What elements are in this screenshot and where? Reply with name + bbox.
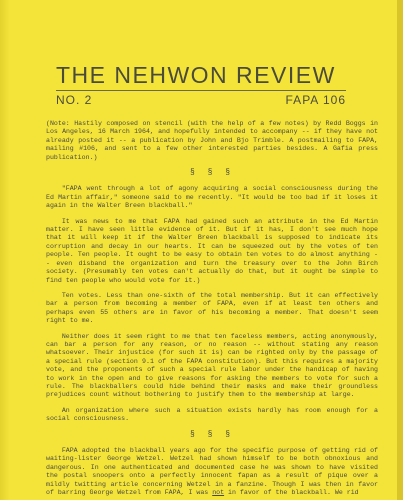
underlined-word: not xyxy=(212,489,225,497)
section-divider: § § § xyxy=(189,168,234,178)
issue-number: NO. 2 xyxy=(56,93,93,107)
section-divider-2: § § § xyxy=(189,429,234,439)
paragraph-4: Neither does it seem right to me that ten faceless members, acting anonymously, can bar a person for any reason, or no reason -- without stating any reason whatsoever. Their injustice (for such it is) can be righted only by the passage of a special rule (section 9.1 of the FAPA constitution). But this requires a majority vote, and the proponents of such a special rule labor under the handicap of having to work in the open and to give reasons for asking the members to vote for such a rule. The blackballers could hide behind their masks and make their groundless prejudices count without bothering to justify them to the membership at large. xyxy=(46,332,378,399)
paragraph-6-end: in favor of the blackball. We rid xyxy=(224,489,359,497)
paragraph-6 xyxy=(46,447,378,497)
paragraph-2: It was news to me that FAPA had gained such an attribute in the Ed Martin matter. I have seen little evidence of it. But if it has, I don't see much hope that it will keep it if the Walter Breen blackball is supposed to indicate its corruption and decay in our hearts. It can be squeezed out by the votes of ten people. Ten people. It ought to be easy to obtain ten votes to do almost anything -- even disband the organization and turn the treasury over to the John Birch society. (Presumably ten votes can't actually do that, but it ought be simple to find ten people who would vote for it.) xyxy=(46,217,378,284)
colophon-note: (Note: Hastily composed on stencil (with the help of a few notes) by Redd Boggs in Los Angeles, 16 March 1964, and hopefully intended to accompany -- if they have not already posted it -- a publication by John and Bjo Trimble. A postmailing to FAPA, mailing #106, and sent to a few other interested parties besides. A Gafia press publication.) xyxy=(46,120,378,161)
paragraph-5: An organization where such a situation exists hardly has room enough for a social consciousness. xyxy=(46,406,378,423)
paragraph-6-start: FAPA adopted the blackball years ago for the specific purpose of getting rid of waiting-lister George Wetzel. Wetzel had shown himself to be both obnoxious and dangerous. In one authenticated and documented case he was shown to have visited the postal snoopers onto a perfectly innocent fapan as a result of pique over a mildly twitting article concerning Wetzel in a fanzine. Though I was then in favor of barring George Wetzel from FAPA, I was xyxy=(46,447,378,497)
article-body xyxy=(46,120,378,500)
paragraph-3: Ten votes. Less than one-sixth of the total membership. But it can effectively bar a person from becoming a member of FAPA, even if at least ten others and perhaps even 55 others are in favor of his becoming a member. That doesn't seem right to me. xyxy=(46,291,378,325)
page-edge-shadow xyxy=(0,0,10,500)
publication-title: THE NEHWON REVIEW xyxy=(56,62,336,88)
paragraph-1: "FAPA went through a lot of agony acquiring a social consciousness during the Ed Martin affair," someone said to me recently. "It would be too bad if it loses it again in the Walter Breen blackball." xyxy=(46,185,378,210)
title-rule xyxy=(56,90,346,91)
masthead xyxy=(56,62,356,107)
mailing-number: FAPA 106 xyxy=(285,93,346,107)
issue-row xyxy=(56,93,346,107)
